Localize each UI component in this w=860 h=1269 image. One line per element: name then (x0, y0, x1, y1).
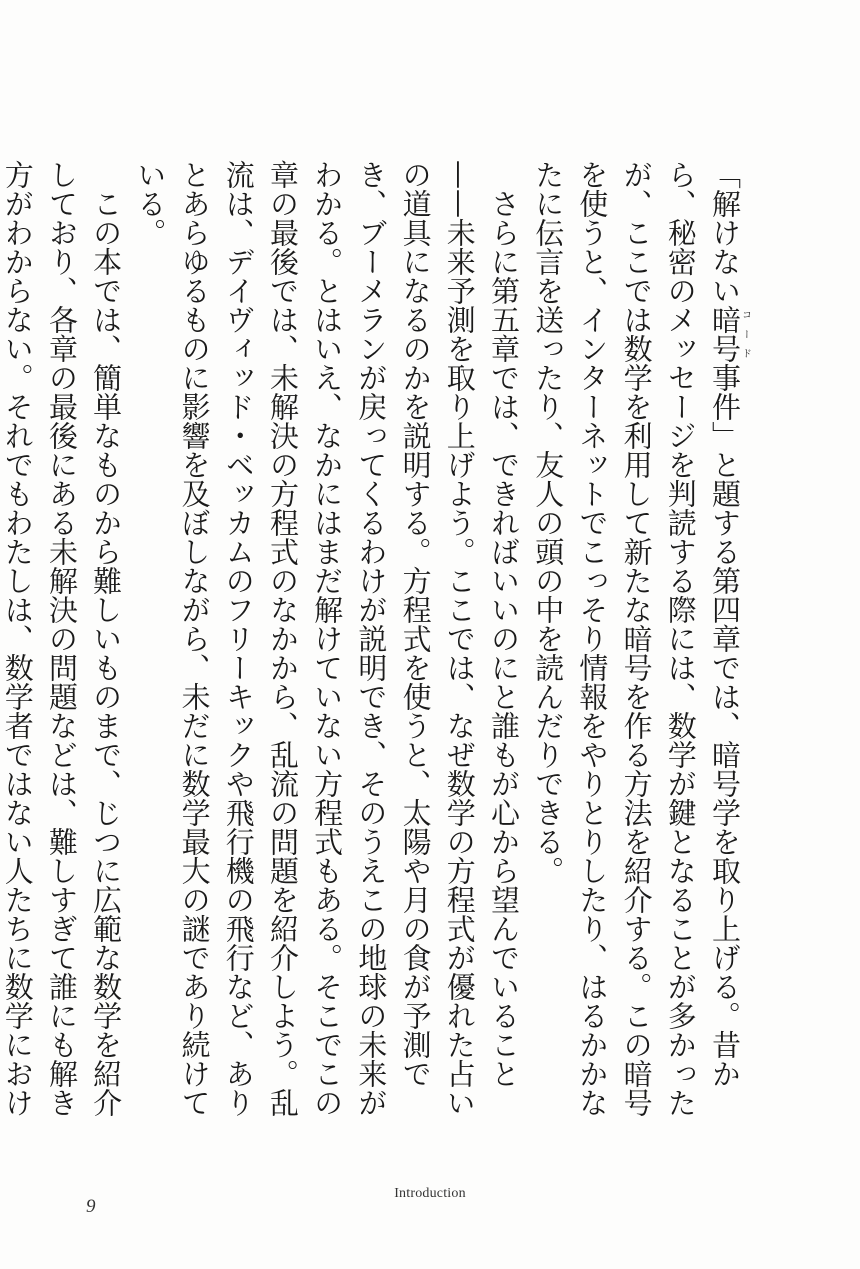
paragraph-this-book: この本では、簡単なものから難しいものまで、じつに広範な数学を紹介しており、各章の最後にある未解決の問題などは、難しすぎて誰にも解き方がわからない。それでもわたしは、数学者ではない人たちに数学におけ (0, 160, 124, 1117)
paragraph-1-rest: 事件」と題する第四章では、暗号学を取り上げる。昔から、秘密のメッセージを判読する際には、数学が鍵となることが多かったが、ここでは数学を利用して新たな暗号を作る方法を紹介する。この暗号を使うと、インターネットでこっそり情報をやりとりしたり、はるかかなたに伝言を送ったり、友人の頭の中を読んだりできる。 (531, 160, 742, 1117)
ruby-reading: コード (739, 305, 751, 363)
ruby-base: 暗号 (708, 305, 742, 363)
paragraph-chapter-five: さらに第五章では、できればいいのにと誰もが心から望んでいること——未来予測を取り上げよう。ここでは、なぜ数学の方程式が優れた占いの道具になるのかを説明する。方程式を使うと、太陽や月の食が予測でき、ブーメランが戻ってくるわけが説明でき、そのうえこの地球の未来がわかる。とはいえ、なかにはまだ解けていない方程式もある。そこでこの章の最後では、未解決の方程式のなかから、乱流の問題を紹介しよう。乱流は、デイヴィッド・ベッカムのフリーキックや飛行機の飛行など、ありとあらゆるものに影響を及ぼしながら、未だに数学最大の謎であり続けている。 (133, 160, 521, 1117)
paragraph-chapter-four (526, 160, 750, 1120)
ruby-annotated-word (708, 305, 751, 363)
vertical-body-text (0, 160, 751, 1120)
paragraph-1-lead: 「解けない (708, 160, 742, 305)
running-head: Introduction (394, 1186, 466, 1201)
page-number: 9 (86, 1196, 96, 1217)
